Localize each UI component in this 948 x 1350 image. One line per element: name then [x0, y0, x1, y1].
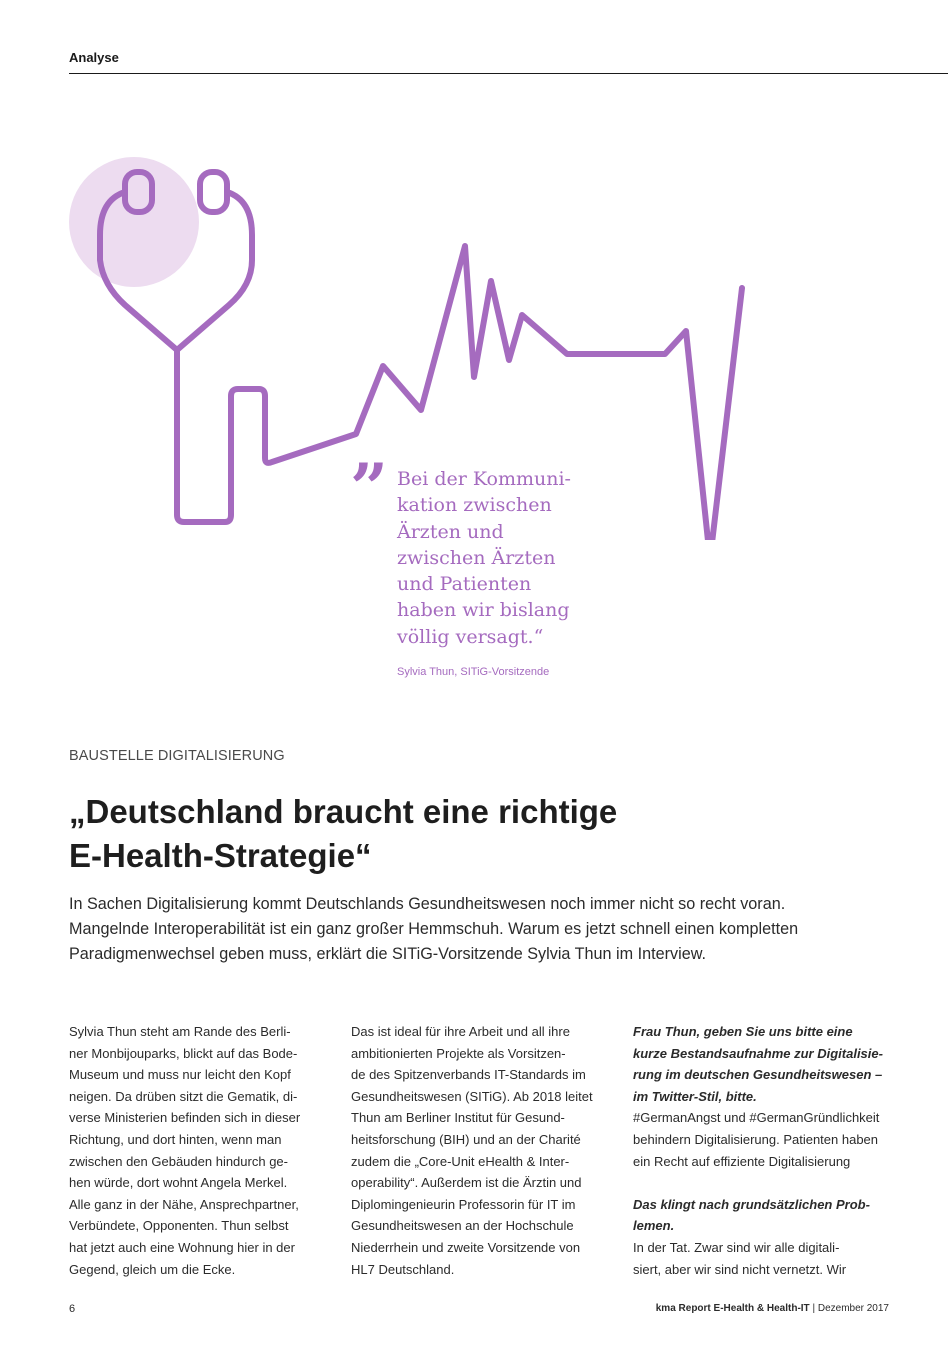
body-line: Sylvia Thun steht am Rande des Berli- [69, 1024, 291, 1039]
headline-line: „Deutschland braucht eine richtige [69, 793, 618, 830]
article-headline [69, 790, 889, 878]
body-line: HL7 Deutschland. [351, 1261, 455, 1277]
article-intro [69, 892, 899, 967]
body-line: ner Monbijouparks, blickt auf das Bode- [69, 1045, 298, 1061]
answer-line: behindern Digitalisierung. Patienten haben [633, 1131, 879, 1147]
stethoscope-earpiece-right [200, 172, 227, 212]
article-kicker: BAUSTELLE DIGITALISIERUNG [69, 748, 285, 764]
body-line: hat jetzt auch eine Wohnung hier in der [69, 1239, 295, 1255]
question-line: rung im deutschen Gesundheitswesen – [633, 1067, 883, 1083]
body-line: Verbündete, Opponenten. Thun selbst [69, 1218, 289, 1234]
body-paragraph [69, 1021, 327, 1280]
body-line: heitsforschung (BIH) und an der Charité [351, 1131, 581, 1147]
pull-quote-line: kation zwischen [397, 494, 552, 517]
body-line: de des Spitzenverbands IT-Standards im [351, 1067, 586, 1083]
answer-line: In der Tat. Zwar sind wir alle digitali- [633, 1239, 840, 1255]
body-line: ambitionierten Projekte als Vorsitzen- [351, 1045, 566, 1061]
body-line: operability“. Außerdem ist die Ärztin und [351, 1175, 582, 1191]
body-line: verse Ministerien befinden sich in dieser [69, 1110, 301, 1126]
question-line: Frau Thun, geben Sie uns bitte eine [633, 1024, 853, 1039]
section-label: Analyse [69, 50, 119, 65]
body-line: Thun am Berliner Institut für Gesund- [351, 1110, 565, 1126]
body-line: Gesundheitswesen an der Hochschule [351, 1218, 574, 1234]
interview-question [633, 1021, 891, 1107]
headline-line: E-Health-Strategie“ [69, 837, 372, 874]
quote-author: Sylvia Thun, SITiG-Vorsitzende [397, 666, 550, 678]
interview-answer [633, 1107, 891, 1172]
question-line: Das klingt nach grundsätzlichen Prob- [633, 1196, 870, 1212]
body-line: Niederrhein und zweite Vorsitzende von [351, 1239, 581, 1255]
body-paragraph [351, 1021, 609, 1280]
paragraph-gap [633, 1172, 891, 1194]
body-line: Das ist ideal für ihre Arbeit und all ihre [351, 1024, 570, 1039]
pull-quote-line: und Patienten [397, 573, 532, 596]
pull-quote-line: haben wir bislang [397, 599, 570, 622]
body-column-1 [69, 1021, 327, 1280]
body-line: zwischen den Gebäuden hindurch ge- [69, 1153, 288, 1169]
body-line: Gegend, gleich um die Ecke. [69, 1261, 236, 1277]
answer-line: ein Recht auf effiziente Digitalisierung [633, 1153, 851, 1169]
answer-line: #GermanAngst und #GermanGründlichkeit [633, 1110, 880, 1126]
pull-quote-line: Ärzten und [397, 520, 504, 543]
body-line: hen würde, dort wohnt Angela Merkel. [69, 1175, 288, 1191]
body-line: Gesundheitswesen (SITiG). Ab 2018 leitet [351, 1088, 593, 1104]
decorative-circle [69, 157, 199, 287]
publication-date: Dezember 2017 [817, 1303, 889, 1314]
question-line: kurze Bestandsaufnahme zur Digitalisie- [633, 1045, 883, 1061]
body-line: Alle ganz in der Nähe, Ansprechpartner, [69, 1196, 299, 1212]
interview-question [633, 1194, 891, 1237]
intro-line: Mangelnde Interoperabilität ist ein ganz großer Hemmschuh. Warum es jetzt schnell einen kompletten [69, 920, 799, 938]
question-line: im Twitter-Stil, bitte. [633, 1088, 757, 1104]
body-line: Diplomingenieurin Professorin für IT im [351, 1196, 576, 1212]
interview-answer [633, 1237, 891, 1280]
publication-name: kma Report E-Health & Health-IT [655, 1303, 810, 1314]
quote-mark-icon: ” [350, 449, 388, 527]
stethoscope-heartbeat-illustration [0, 140, 780, 540]
footer-separator: | [812, 1303, 816, 1314]
publication-footer [656, 1303, 889, 1314]
body-column-3 [633, 1021, 891, 1280]
pull-quote-line: zwischen Ärzten [397, 546, 556, 569]
intro-line: Paradigmenwechsel geben muss, erklärt die SITiG-Vorsitzende Sylvia Thun im Interview. [69, 945, 706, 963]
pull-quote-line: Bei der Kommuni- [397, 468, 571, 490]
body-line: Richtung, und dort hinten, wenn man [69, 1131, 282, 1147]
page-number: 6 [69, 1303, 76, 1315]
pull-quote-line: völlig versagt.“ [397, 625, 544, 648]
question-line: lemen. [633, 1218, 675, 1234]
intro-line: In Sachen Digitalisierung kommt Deutschlands Gesundheitswesen noch immer nicht so recht voran. [69, 895, 786, 913]
pull-quote [397, 466, 597, 650]
header-rule [69, 73, 948, 74]
body-line: Museum und muss nur leicht den Kopf [69, 1067, 291, 1083]
answer-line: siert, aber wir sind nicht vernetzt. Wir [633, 1261, 847, 1277]
body-line: neigen. Da drüben sitzt die Gematik, di- [69, 1088, 298, 1104]
body-line: zudem die „Core-Unit eHealth & Inter- [351, 1153, 570, 1169]
body-column-2 [351, 1021, 609, 1280]
